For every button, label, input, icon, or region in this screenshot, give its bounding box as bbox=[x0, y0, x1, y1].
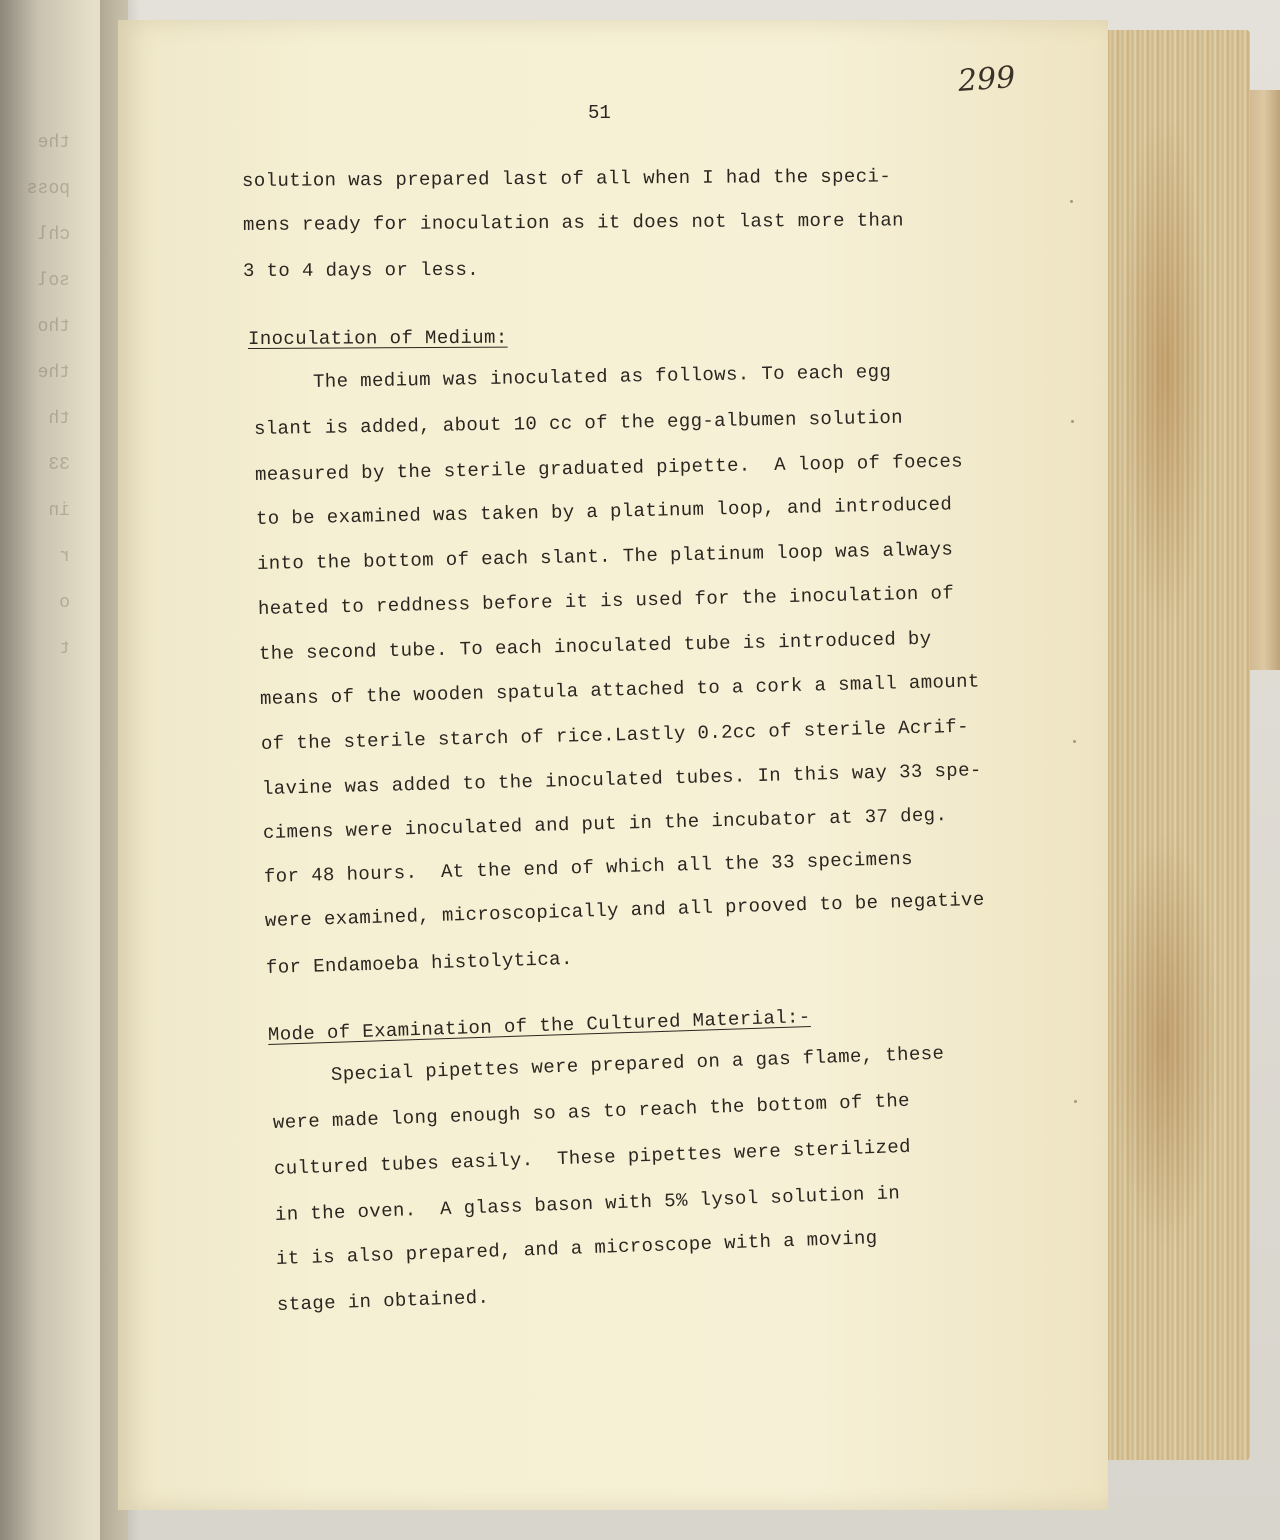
text-line: for Endamoeba histolytica. bbox=[265, 947, 574, 979]
text-line: cimens were inoculated and put in the incubator at 37 deg. bbox=[262, 804, 948, 844]
left-page-fragment: o bbox=[59, 593, 70, 613]
text-line: for 48 hours. At the end of which all the 33 specimens bbox=[263, 847, 914, 888]
left-page-bleed-text bbox=[0, 120, 70, 672]
water-stain bbox=[1120, 110, 1210, 630]
margin-mark bbox=[1074, 1100, 1077, 1103]
page-number: 51 bbox=[588, 102, 611, 124]
text-line: The medium was inoculated as follows. To each egg bbox=[253, 360, 892, 394]
text-line: the second tube. To each inoculated tube is introduced by bbox=[258, 627, 932, 665]
text-line: stage in obtained. bbox=[276, 1286, 490, 1316]
text-line: measured by the sterile graduated pipette. A loop of foeces bbox=[254, 450, 964, 486]
water-stain bbox=[1110, 830, 1220, 1250]
section-heading: Inoculation of Medium: bbox=[247, 326, 508, 350]
text-line: mens ready for inoculation as it does not last more than bbox=[242, 209, 904, 236]
left-page-fragment: t bbox=[59, 639, 70, 659]
left-page-fragment: the bbox=[37, 133, 70, 153]
left-page-fragment: sol bbox=[37, 271, 70, 291]
text-line: in the oven. A glass bason with 5% lysol solution in bbox=[274, 1182, 901, 1226]
text-line: Special pipettes were prepared on a gas flame, these bbox=[271, 1042, 945, 1088]
left-page-fragment: chl bbox=[37, 225, 70, 245]
left-page-fragment: the bbox=[37, 363, 70, 383]
text-line: cultured tubes easily. These pipettes were sterilized bbox=[273, 1135, 912, 1180]
text-line: it is also prepared, and a microscope with a moving bbox=[275, 1227, 878, 1270]
text-line: were examined, microscopically and all prooved to be negative bbox=[264, 888, 985, 932]
page-stack-edges bbox=[1100, 30, 1250, 1460]
text-line: into the bottom of each slant. The platinum loop was always bbox=[256, 538, 954, 575]
left-page-fragment: th bbox=[48, 409, 70, 429]
text-line: lavine was added to the inoculated tubes. In this way 33 spe- bbox=[261, 759, 982, 800]
text-line: slant is added, about 10 cc of the egg-albumen solution bbox=[253, 406, 904, 440]
left-page-fragment: 33 bbox=[48, 455, 70, 475]
text-line: means of the wooden spatula attached to a cork a small amount bbox=[259, 670, 980, 710]
text-line: heated to reddness before it is used for the inoculation of bbox=[257, 582, 955, 620]
handwritten-folio-number: 299 bbox=[956, 60, 1017, 99]
margin-mark bbox=[1070, 200, 1073, 203]
text-line: to be examined was taken by a platinum loop, and introduced bbox=[255, 493, 953, 530]
margin-mark bbox=[1073, 740, 1076, 743]
margin-mark bbox=[1071, 420, 1074, 423]
text-line: 3 to 4 days or less. bbox=[242, 258, 480, 282]
text-line: solution was prepared last of all when I had the speci- bbox=[241, 165, 892, 192]
left-page-fragment: tho bbox=[37, 317, 70, 337]
left-page-fragment: r bbox=[59, 547, 70, 567]
left-page-fragment: poss bbox=[26, 179, 70, 199]
text-line: of the sterile starch of rice.Lastly 0.2cc of sterile Acrif- bbox=[260, 715, 970, 755]
text-line: were made long enough so as to reach the bottom of the bbox=[272, 1089, 911, 1134]
left-page-fragment: in bbox=[48, 501, 70, 521]
section-heading: Mode of Examination of the Cultured Material:- bbox=[267, 1006, 811, 1046]
